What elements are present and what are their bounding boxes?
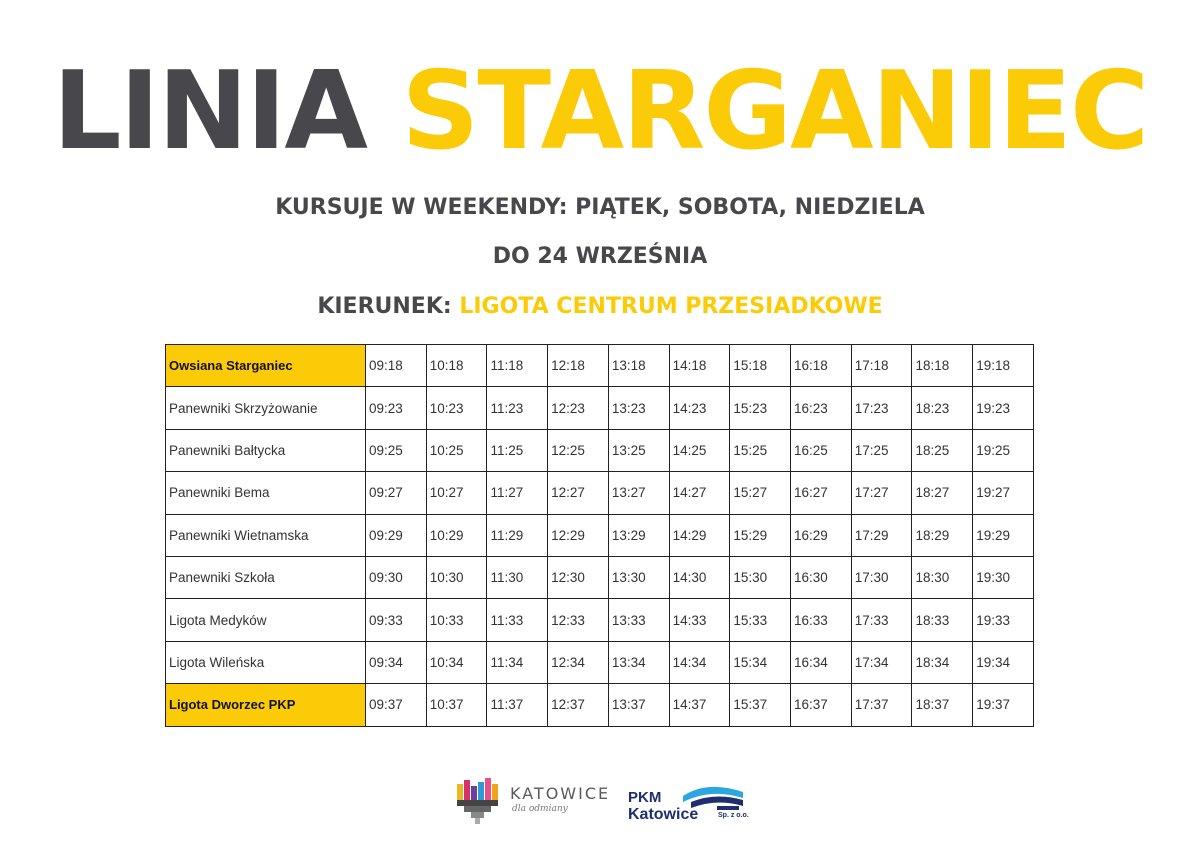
departure-time: 13:27 [608,472,669,514]
departure-time: 14:30 [669,556,730,598]
valid-until: DO 24 WRZEŚNIA [492,244,708,269]
pkm-name: PKM [628,789,662,806]
departure-time: 18:18 [912,345,973,387]
departure-time: 14:23 [669,387,730,429]
departure-time: 16:37 [791,684,852,726]
departure-time: 16:29 [791,514,852,556]
departure-time: 13:25 [608,429,669,471]
operating-days: KURSUJE W WEEKENDY: PIĄTEK, SOBOTA, NIEDZIELA [275,195,925,220]
departure-time: 09:34 [366,641,427,683]
departure-time: 09:23 [366,387,427,429]
title-linia: LINIA [52,49,366,174]
departure-time: 11:37 [487,684,548,726]
departure-time: 16:27 [791,472,852,514]
departure-time: 14:34 [669,641,730,683]
departure-time: 15:29 [730,514,791,556]
table-row [166,514,1034,556]
departure-time: 16:33 [791,599,852,641]
departure-time: 18:23 [912,387,973,429]
departure-time: 14:25 [669,429,730,471]
departure-time: 11:29 [487,514,548,556]
departure-time: 12:23 [548,387,609,429]
table-row [166,684,1034,726]
table-row [166,345,1034,387]
stop-name: Panewniki Skrzyżowanie [166,387,366,429]
departure-time: 15:37 [730,684,791,726]
departure-time: 12:25 [548,429,609,471]
departure-time: 18:25 [912,429,973,471]
table-row [166,641,1034,683]
timetable [165,344,1034,727]
departure-time: 09:29 [366,514,427,556]
departure-time: 18:33 [912,599,973,641]
departure-time: 19:23 [973,387,1034,429]
departure-time: 15:23 [730,387,791,429]
departure-time: 10:33 [426,599,487,641]
stop-name: Panewniki Bema [166,472,366,514]
departure-time: 10:27 [426,472,487,514]
departure-time: 09:18 [366,345,427,387]
departure-time: 19:25 [973,429,1034,471]
departure-time: 10:37 [426,684,487,726]
departure-time: 12:27 [548,472,609,514]
departure-time: 18:29 [912,514,973,556]
departure-time: 17:27 [851,472,912,514]
departure-time: 11:30 [487,556,548,598]
departure-time: 17:23 [851,387,912,429]
stop-name: Panewniki Bałtycka [166,429,366,471]
departure-time: 17:29 [851,514,912,556]
departure-time: 10:30 [426,556,487,598]
departure-time: 14:33 [669,599,730,641]
departure-time: 14:37 [669,684,730,726]
departure-time: 10:25 [426,429,487,471]
departure-time: 12:34 [548,641,609,683]
departure-time: 14:18 [669,345,730,387]
stop-name: Ligota Wileńska [166,641,366,683]
departure-time: 16:34 [791,641,852,683]
departure-time: 15:18 [730,345,791,387]
departure-time: 11:33 [487,599,548,641]
departure-time: 13:37 [608,684,669,726]
departure-time: 11:25 [487,429,548,471]
departure-time: 18:34 [912,641,973,683]
direction-label: KIERUNEK: [317,294,452,319]
departure-time: 13:33 [608,599,669,641]
katowice-name: KATOWICE [510,784,611,803]
departure-time: 12:30 [548,556,609,598]
departure-time: 13:29 [608,514,669,556]
table-row [166,599,1034,641]
stop-name: Ligota Dworzec PKP [166,684,366,726]
direction [0,292,1200,322]
table-row [166,387,1034,429]
departure-time: 15:30 [730,556,791,598]
title-starganiec: STARGANIEC [401,49,1148,174]
departure-time: 16:18 [791,345,852,387]
departure-time: 09:27 [366,472,427,514]
departure-time: 17:34 [851,641,912,683]
departure-time: 19:30 [973,556,1034,598]
departure-time: 19:34 [973,641,1034,683]
stop-name: Ligota Medyków [166,599,366,641]
departure-time: 11:34 [487,641,548,683]
table-row [166,472,1034,514]
table-row [166,429,1034,471]
page-title [0,49,1200,174]
departure-time: 18:37 [912,684,973,726]
katowice-logo-icon [455,778,501,826]
departure-time: 11:18 [487,345,548,387]
departure-time: 10:29 [426,514,487,556]
departure-time: 12:18 [548,345,609,387]
departure-time: 17:30 [851,556,912,598]
departure-time: 19:29 [973,514,1034,556]
departure-time: 19:27 [973,472,1034,514]
departure-time: 15:25 [730,429,791,471]
departure-time: 16:30 [791,556,852,598]
departure-time: 11:23 [487,387,548,429]
departure-time: 12:29 [548,514,609,556]
stop-name: Panewniki Szkoła [166,556,366,598]
pkm-city: Katowice [628,806,699,823]
departure-time: 10:18 [426,345,487,387]
departure-time: 16:25 [791,429,852,471]
footer-logos [0,770,1200,840]
departure-time: 16:23 [791,387,852,429]
departure-time: 09:25 [366,429,427,471]
departure-time: 09:30 [366,556,427,598]
departure-time: 13:34 [608,641,669,683]
departure-time: 14:27 [669,472,730,514]
stop-name: Panewniki Wietnamska [166,514,366,556]
departure-time: 17:33 [851,599,912,641]
departure-time: 19:37 [973,684,1034,726]
departure-time: 19:18 [973,345,1034,387]
stop-name: Owsiana Starganiec [166,345,366,387]
table-row [166,556,1034,598]
departure-time: 13:18 [608,345,669,387]
departure-time: 09:37 [366,684,427,726]
direction-value: LIGOTA CENTRUM PRZESIADKOWE [459,294,883,319]
departure-time: 10:23 [426,387,487,429]
departure-time: 14:29 [669,514,730,556]
departure-time: 13:30 [608,556,669,598]
departure-time: 18:30 [912,556,973,598]
departure-time: 12:33 [548,599,609,641]
departure-time: 17:18 [851,345,912,387]
departure-time: 17:25 [851,429,912,471]
departure-time: 13:23 [608,387,669,429]
departure-time: 15:34 [730,641,791,683]
katowice-tagline: dla odmiany [512,804,568,814]
departure-time: 15:33 [730,599,791,641]
pkm-suffix: Sp. z o.o. [718,812,749,819]
departure-time: 15:27 [730,472,791,514]
departure-time: 10:34 [426,641,487,683]
departure-time: 11:27 [487,472,548,514]
departure-time: 18:27 [912,472,973,514]
departure-time: 09:33 [366,599,427,641]
departure-time: 19:33 [973,599,1034,641]
departure-time: 12:37 [548,684,609,726]
departure-time: 17:37 [851,684,912,726]
